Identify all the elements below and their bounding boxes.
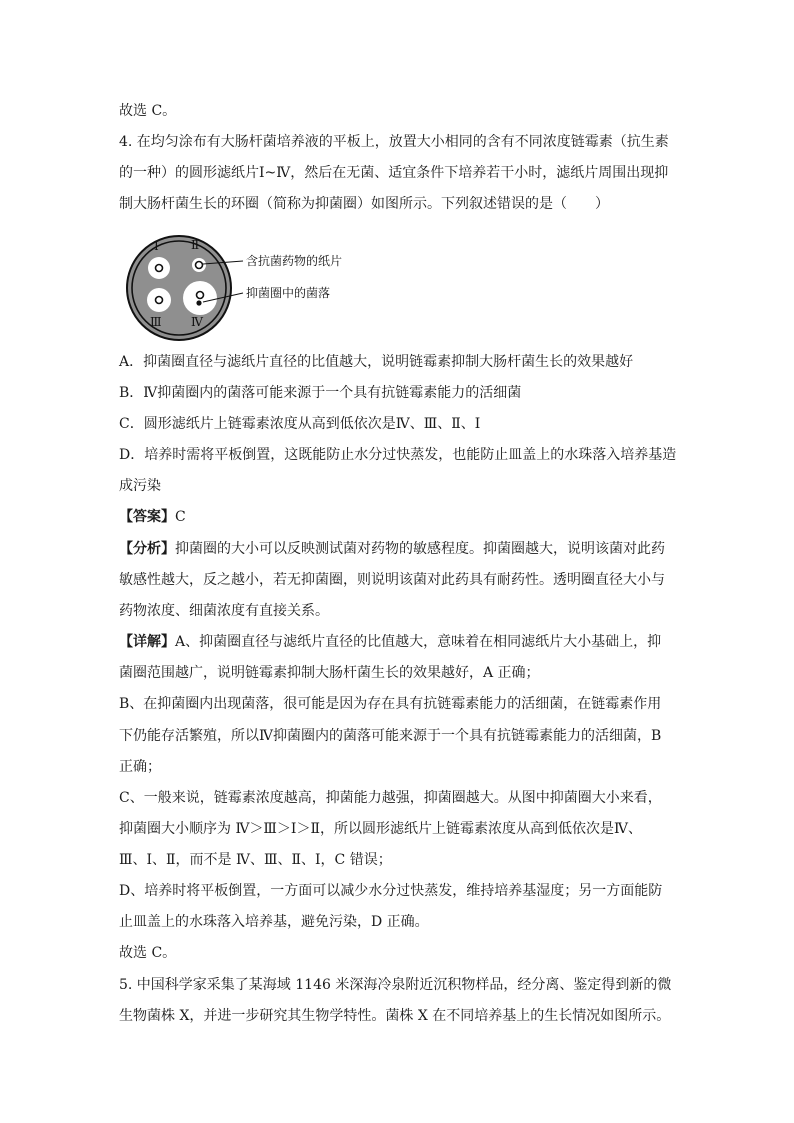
text-line: B、在抑菌圈内出现菌落，很可能是因为存在具有抗链霉素能力的活细菌，在链霉素作用	[119, 696, 662, 712]
answer-value: C	[175, 509, 186, 525]
option-c: C．圆形滤纸片上链霉素浓度从高到低依次是Ⅳ、Ⅲ、Ⅱ、Ⅰ	[119, 416, 481, 432]
text-line: 的一种）的圆形滤纸片Ⅰ~Ⅳ，然后在无菌、适宜条件下培养若干小时，滤纸片周围出现抑	[119, 165, 669, 181]
text-line: 抑菌圈大小顺序为 Ⅳ＞Ⅲ＞Ⅰ＞Ⅱ，所以圆形滤纸片上链霉素浓度从高到低依次是Ⅳ、	[119, 821, 642, 837]
text-line: Ⅲ、Ⅰ、Ⅱ，而不是 Ⅳ、Ⅲ、Ⅱ、Ⅰ，C 错误；	[119, 852, 392, 868]
text-line: 药物浓度、细菌浓度有直接关系。	[119, 603, 329, 619]
analysis-line	[119, 540, 665, 558]
callout-disc-label: 含抗菌药物的纸片	[246, 254, 343, 268]
question-4-stem: 4. 在均匀涂布有大肠杆菌培养液的平板上，放置大小相同的含有不同浓度链霉素（抗生素	[119, 134, 669, 150]
zone-label-III: Ⅲ	[150, 315, 162, 329]
text-line: 敏感性越大，反之越小，若无抑菌圈，则说明该菌对此药具有耐药性。透明圈直径大小与	[119, 572, 665, 588]
paper-disc-I	[156, 265, 163, 272]
detail-line	[119, 633, 661, 651]
text-line: C、一般来说，链霉素浓度越高，抑菌能力越强，抑菌圈越大。从图中抑菌圈大小来看，	[119, 790, 662, 806]
answer-heading: 【答案】	[119, 509, 175, 525]
colony-dot	[196, 300, 201, 305]
text-line: 制大肠杆菌生长的环圈（简称为抑菌圈）如图所示。下列叙述错误的是（ ）	[119, 196, 609, 212]
option-b: B．Ⅳ抑菌圈内的菌落可能来源于一个具有抗链霉素能力的活细菌	[119, 385, 522, 401]
text-line: 故选 C。	[119, 945, 177, 961]
zone-label-II: Ⅱ	[191, 238, 200, 252]
answer-line	[119, 508, 186, 526]
analysis-text: 抑菌圈的大小可以反映测试菌对药物的敏感程度。抑菌圈越大，说明该菌对此药	[175, 541, 665, 557]
text-line: 下仍能存活繁殖，所以Ⅳ抑菌圈内的菌落可能来源于一个具有抗链霉素能力的活细菌，B	[119, 728, 662, 744]
option-d: D．培养时需将平板倒置，这既能防止水分过快蒸发，也能防止皿盖上的水珠落入培养基造	[119, 447, 677, 463]
text-line: D、培养时将平板倒置，一方面可以减少水分过快蒸发，维持培养基湿度；另一方面能防	[119, 883, 663, 899]
petri-dish-figure	[119, 233, 359, 343]
detail-heading: 【详解】	[119, 634, 175, 650]
zone-label-IV: Ⅳ	[191, 315, 203, 329]
zone-label-I: Ⅰ	[154, 239, 159, 253]
detail-text: A、抑菌圈直径与滤纸片直径的比值越大，意味着在相同滤纸片大小基础上，抑	[175, 634, 662, 650]
paper-disc-III	[156, 297, 163, 304]
text-line: 止皿盖上的水珠落入培养基，避免污染，D 正确。	[119, 914, 429, 930]
text-line: 菌圈范围越广，说明链霉素抑制大肠杆菌生长的效果越好，A 正确；	[119, 665, 540, 681]
paper-disc-II	[196, 262, 203, 269]
option-a: A．抑菌圈直径与滤纸片直径的比值越大，说明链霉素抑制大肠杆菌生长的效果越好	[119, 354, 634, 370]
text-line: 正确；	[119, 759, 161, 775]
option-d-continued: 成污染	[119, 478, 161, 494]
callout-colony-label: 抑菌圈中的菌落	[246, 286, 331, 300]
text-line: 生物菌株 X，并进一步研究其生物学特性。菌株 X 在不同培养基上的生长情况如图所示。	[119, 1008, 671, 1024]
analysis-heading: 【分析】	[119, 541, 175, 557]
question-5-stem: 5. 中国科学家采集了某海域 1146 米深海冷泉附近沉积物样品，经分离、鉴定得到新的微	[119, 977, 672, 993]
text-line: 故选 C。	[119, 103, 177, 119]
paper-disc-IV	[197, 292, 204, 299]
